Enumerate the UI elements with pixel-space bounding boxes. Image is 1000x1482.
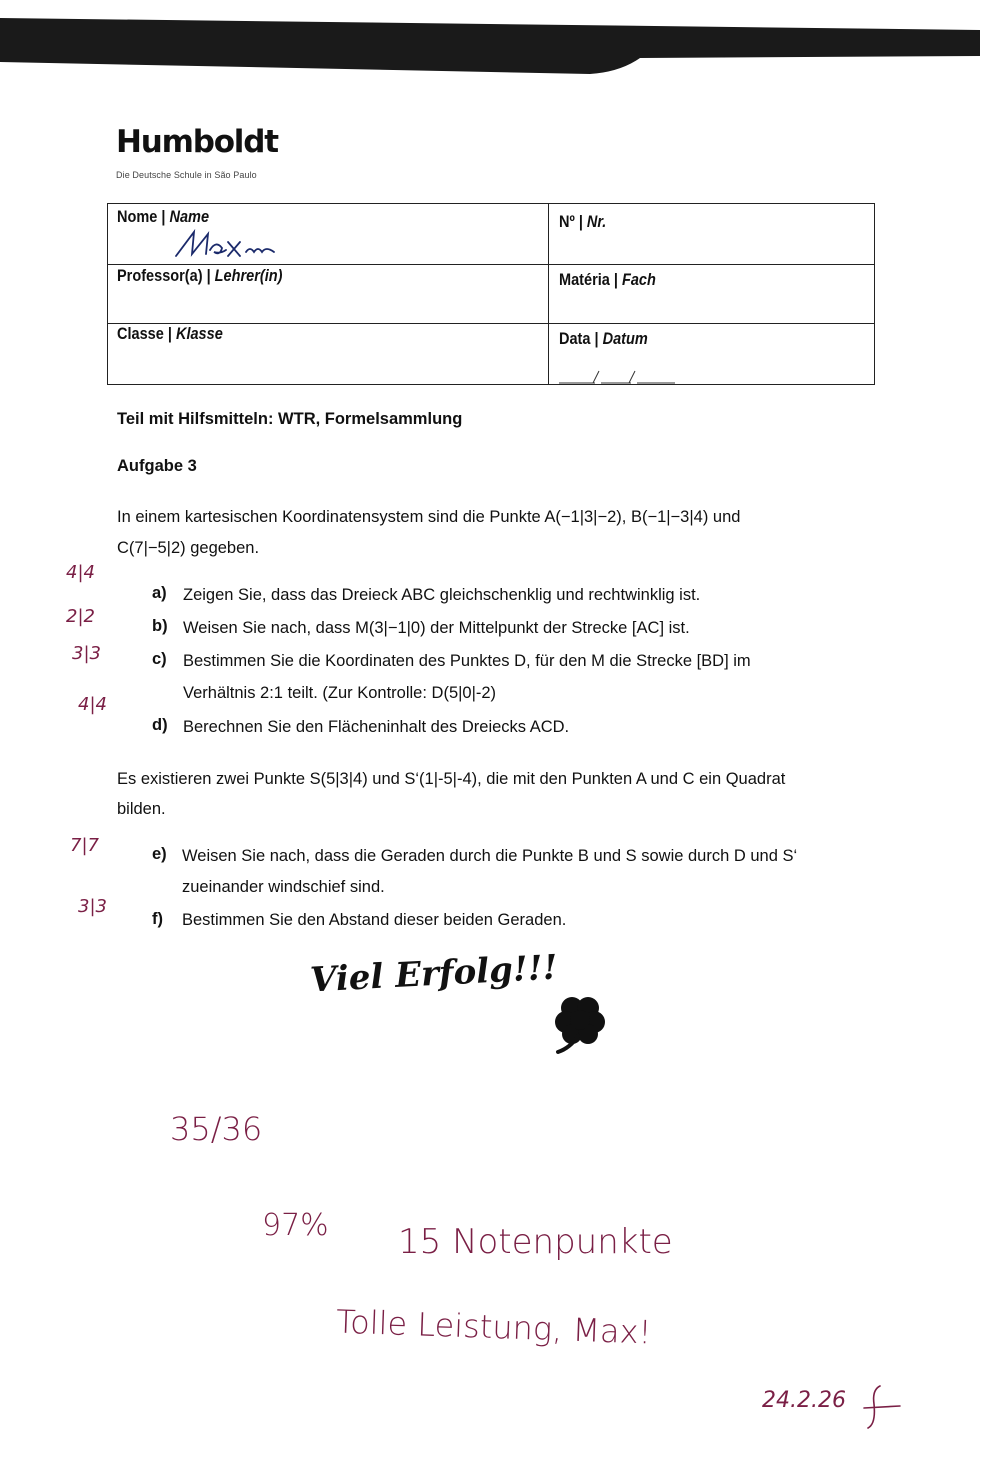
date-field-label: Data | Datum [559, 330, 648, 348]
number-field-label: Nº | Nr. [559, 213, 607, 231]
margin-score: 3|3 [78, 896, 107, 917]
section-title: Teil mit Hilfsmitteln: WTR, Formelsammlung [117, 410, 463, 428]
subtask-text: zueinander windschief sind. [182, 878, 385, 896]
task-intro-line: C(7|−5|2) gegeben. [117, 539, 260, 557]
margin-score: 3|3 [72, 643, 101, 664]
teacher-comment: Tolle Leistung, Max! [335, 1302, 653, 1352]
grade-points: 15 Notenpunkte [398, 1222, 673, 1262]
date-blank-lines [557, 368, 677, 386]
teacher-field-label: Professor(a) | Lehrer(in) [117, 267, 283, 285]
task-paragraph-line: bilden. [117, 800, 166, 818]
subject-field-label: Matéria | Fach [559, 271, 656, 289]
school-logo-subtitle: Die Deutsche Schule in São Paulo [116, 170, 257, 180]
margin-score: 2|2 [66, 606, 95, 627]
task-paragraph-line: Es existieren zwei Punkte S(5|3|4) und S‘(1|-5|-4), die mit den Punkten A und C ein Quadrat [117, 770, 786, 788]
subtask-letter: e) [152, 845, 167, 863]
scan-shadow-bar [0, 0, 1000, 80]
subtask-letter: a) [152, 584, 167, 602]
total-score: 35/36 [170, 1110, 263, 1148]
task-title: Aufgabe 3 [117, 457, 197, 475]
subtask-text: Verhältnis 2:1 teilt. (Zur Kontrolle: D(5|0|-2) [183, 684, 497, 702]
class-field-label: Classe | Klasse [117, 325, 223, 343]
school-logo: Humboldt [116, 124, 278, 160]
subtask-text: Bestimmen Sie den Abstand dieser beiden Geraden. [182, 911, 567, 929]
percent-score: 97% [262, 1208, 329, 1243]
margin-score: 4|4 [66, 562, 95, 583]
four-leaf-clover-icon [550, 992, 610, 1056]
margin-score: 7|7 [70, 835, 99, 856]
form-row-divider [107, 264, 875, 265]
margin-score: 4|4 [78, 694, 107, 715]
subtask-letter: c) [152, 650, 167, 668]
grading-date: 24.2.26 [762, 1388, 846, 1413]
subtask-letter: d) [152, 716, 168, 734]
form-column-divider [548, 203, 549, 385]
subtask-text: Zeigen Sie, dass das Dreieck ABC gleichschenklig und rechtwinklig ist. [183, 586, 701, 604]
subtask-text: Weisen Sie nach, dass die Geraden durch die Punkte B und S sowie durch D und S‘ [182, 847, 798, 865]
subtask-text: Weisen Sie nach, dass M(3|−1|0) der Mittelpunkt der Strecke [AC] ist. [183, 619, 690, 637]
subtask-text: Bestimmen Sie die Koordinaten des Punktes D, für den M die Strecke [BD] im [183, 652, 751, 670]
student-name-handwritten [170, 226, 280, 262]
subtask-text: Berechnen Sie den Flächeninhalt des Dreiecks ACD. [183, 718, 570, 736]
good-luck-message: Viel Erfolg!!! [309, 947, 559, 1001]
subtask-letter: b) [152, 617, 168, 635]
task-intro-line: In einem kartesischen Koordinatensystem sind die Punkte A(−1|3|−2), B(−1|−3|4) und [117, 508, 741, 526]
subtask-letter: f) [152, 910, 163, 928]
name-field-label: Nome | Name [117, 208, 210, 226]
teacher-initials-mark [858, 1384, 902, 1432]
